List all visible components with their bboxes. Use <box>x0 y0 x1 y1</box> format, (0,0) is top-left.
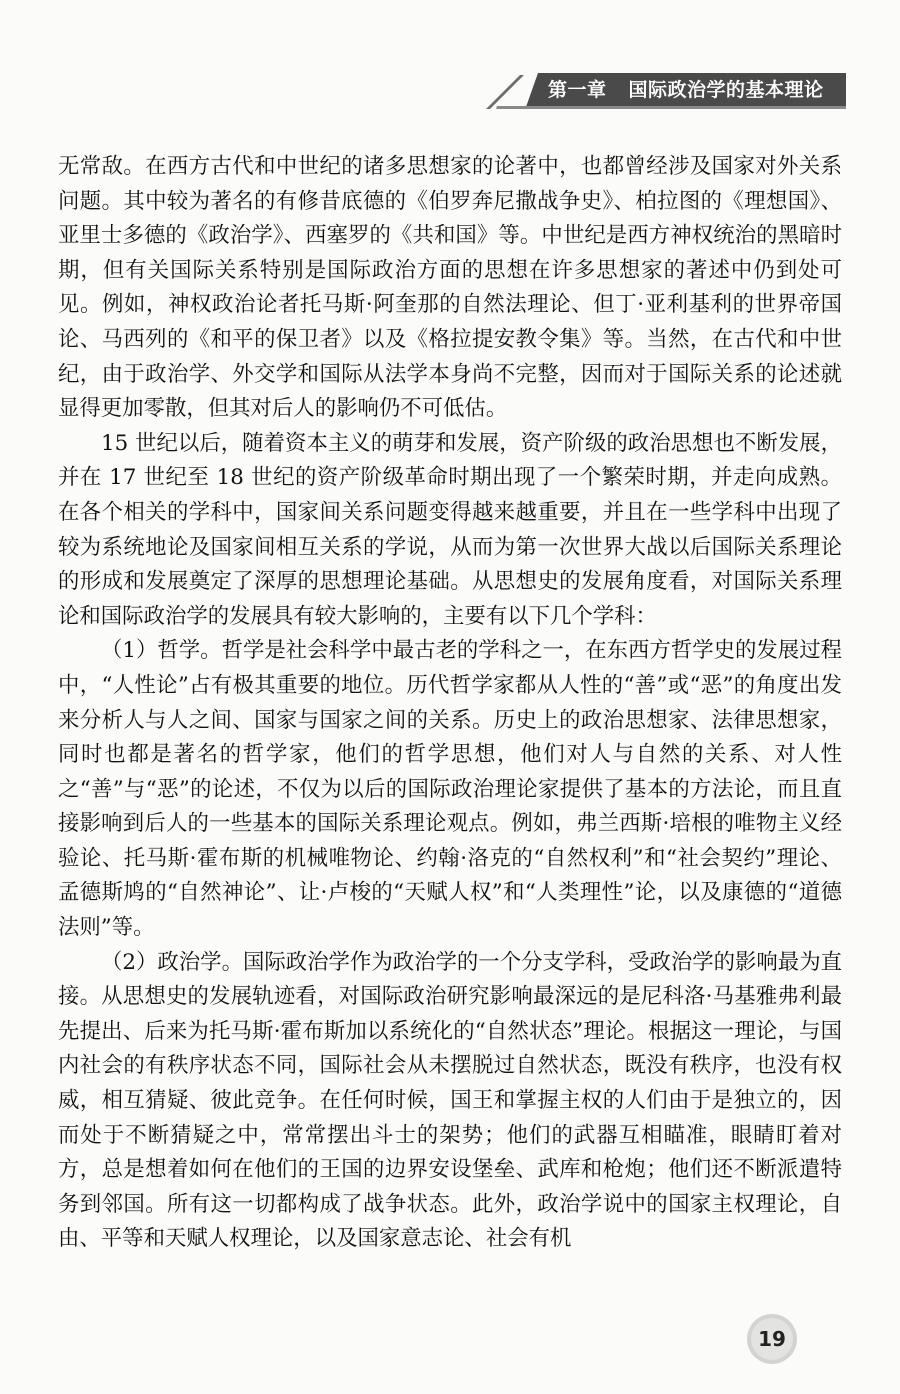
page-number: 19 <box>758 1327 786 1351</box>
paragraph-continuation: 无常敌。在西方古代和中世纪的诸多思想家的论著中，也都曾经涉及国家对外关系问题。其中较为著名的有修昔底德的《伯罗奔尼撒战争史》、柏拉图的《理想国》、亚里士多德的《政治学》、西塞罗的《共和国》等。中世纪是西方神权统治的黑暗时期，但有关国际关系特别是国际政治方面的思想在许多思想家的著述中仍到处可见。例如，神权政治论者托马斯·阿奎那的自然法理论、但丁·亚利基利的世界帝国论、马西列的《和平的保卫者》以及《格拉提安教令集》等。当然，在古代和中世纪，由于政治学、外交学和国际从法学本身尚不完整，因而对于国际关系的论述就显得更加零散，但其对后人的影响仍不可低估。 <box>58 154 842 422</box>
chapter-header-banner <box>486 71 846 109</box>
chapter-number: 第一章 <box>548 79 607 101</box>
page-number-badge <box>745 1312 799 1366</box>
paragraph-political-science: （2）政治学。国际政治学作为政治学的一个分支学科，受政治学的影响最为直接。从思想史的发展轨迹看，对国际政治研究影响最深远的是尼科洛·马基雅弗利最先提出、后来为托马斯·霍布斯加以系统化的“自然状态”理论。根据这一理论，与国内社会的有秩序状态不同，国际社会从未摆脱过自然状态，既没有秩序，也没有权威，相互猜疑、彼此竞争。在任何时候，国王和掌握主权的人们由于是独立的，因而处于不断猜疑之中，常常摆出斗士的架势；他们的武器互相瞄准，眼睛盯着对方，总是想着如何在他们的王国的边界安设堡垒、武库和枪炮；他们还不断派遣特务到邻国。所有这一切都构成了战争状态。此外，政治学说中的国家主权理论，自由、平等和天赋人权理论，以及国家意志论、社会有机 <box>58 949 842 1252</box>
paragraph-15th-century: 15 世纪以后，随着资本主义的萌芽和发展，资产阶级的政治思想也不断发展，并在 17 世纪至 18 世纪的资产阶级革命时期出现了一个繁荣时期，并走向成熟。在各个相关的学科中，国家间关系问题变得越来越重要，并且在一些学科中出现了较为系统地论及国家间相互关系的学说，从而为第一次世界大战以后国际关系理论的形成和发展奠定了深厚的思想理论基础。从思想史的发展角度看，对国际关系理论和国际政治学的发展具有较大影响的，主要有以下几个学科： <box>58 430 842 629</box>
paragraph-philosophy: （1）哲学。哲学是社会科学中最古老的学科之一，在东西方哲学史的发展过程中，“人性论”占有极其重要的地位。历代哲学家都从人性的“善”或“恶”的角度出发来分析人与人之间、国家与国家之间的关系。历史上的政治思想家、法律思想家，同时也都是著名的哲学家，他们的哲学思想，他们对人与自然的关系、对人性之“善”与“恶”的论述，不仅为以后的国际政治理论家提供了基本的方法论，而且直接影响到后人的一些基本的国际关系理论观点。例如，弗兰西斯·培根的唯物主义经验论、托马斯·霍布斯的机械唯物论、约翰·洛克的“自然权利”和“社会契约”理论、孟德斯鸠的“自然神论”、让·卢梭的“天赋人权”和“人类理性”论，以及康德的“道德法则”等。 <box>58 638 842 941</box>
chapter-header-title <box>548 74 824 106</box>
chapter-title: 国际政治学的基本理论 <box>628 79 824 101</box>
body-text <box>58 150 842 1257</box>
